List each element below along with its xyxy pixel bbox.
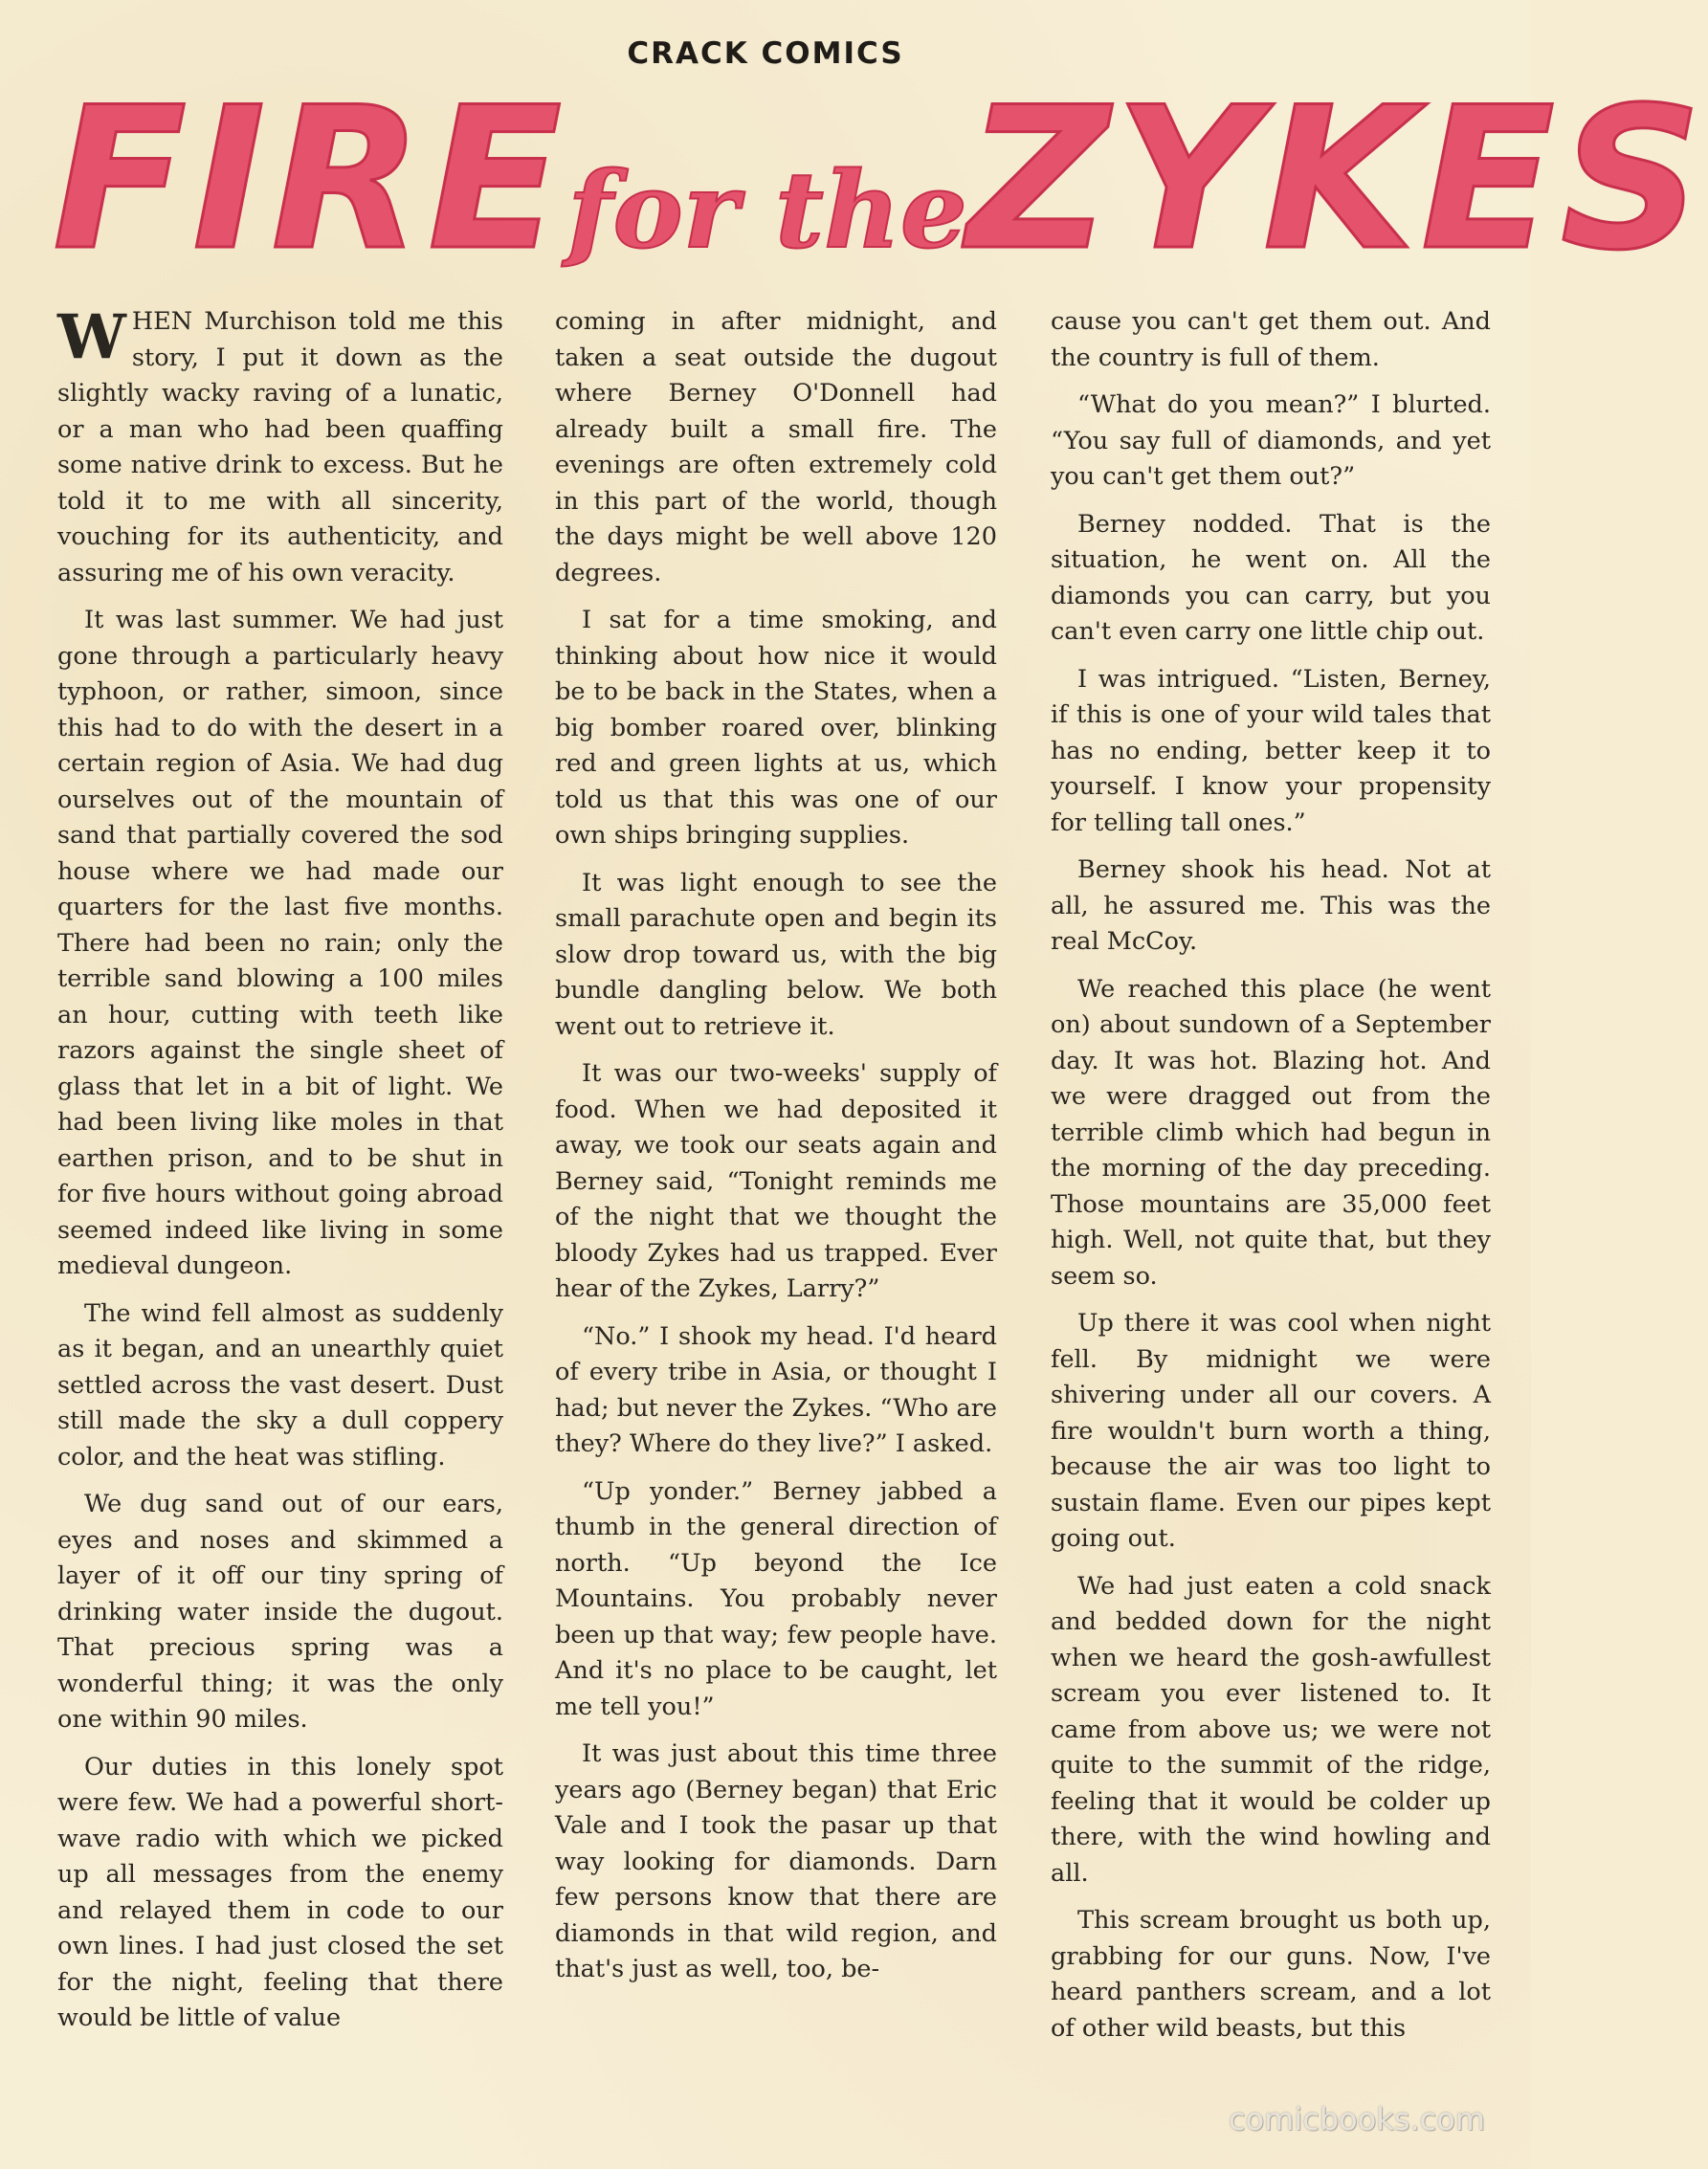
drop-cap: W (57, 301, 126, 373)
paragraph: It was just about this time three years ago (Berney began) that Eric Vale and I took the pasar up that way looking for diamonds. Darn few persons know that there are diamonds in that wild region, and that's just as well, too, be- (555, 1739, 997, 1983)
paragraph: cause you can't get them out. And the country is full of them. (1051, 307, 1491, 372)
text-column-2 (555, 304, 997, 2132)
text-column-3 (1051, 304, 1491, 2132)
paragraph: The wind fell almost as suddenly as it began, and an unearthly quiet settled across the vast desert. Dust still made the sky a dull coppery color, and the heat was stifling. (57, 1298, 503, 1472)
paragraph: It was last summer. We had just gone through a particularly heavy typhoon, or rather, simoon, since this had to do with the desert in a certain region of Asia. We had dug ourselves out of the mountain of sand that partially covered the sod house where we had made our quarters for the last five months. There had been no rain; only the terrible sand blowing a 100 miles an hour, cutting with teeth like razors against the single sheet of glass that let in a bit of light. We had been living like moles in that earthen prison, and to be shut in for five hours without going abroad seemed indeed like living in some medieval dungeon. (57, 606, 503, 1280)
running-head: CRACK COMICS (627, 36, 904, 71)
paragraph: We dug sand out of our ears, eyes and noses and skimmed a layer of it off our tiny spring of drinking water inside the dugout. That precious spring was a wonderful thing; it was the only one within 90 miles. (57, 1490, 503, 1734)
paragraph: We reached this place (he went on) about sundown of a September day. It was hot. Blazing hot. And we were dragged out from the terrible climb which had begun in the morning of the day preceding. Those mountains are 35,000 feet high. Well, not quite that, but they seem so. (1051, 974, 1491, 1291)
title-zykes: ZYKES (966, 66, 1708, 294)
paragraph: “Up yonder.” Berney jabbed a thumb in the general direction of north. “Up beyond the Ice Mountains. You probably never been up that way; few people have. And it's no place to be caught, let me tell you!” (555, 1476, 997, 1721)
paragraph: Berney shook his head. Not at all, he assured me. This was the real McCoy. (1051, 855, 1491, 956)
story-title (53, 66, 1708, 294)
paragraph: It was light enough to see the small parachute open and begin its slow drop toward us, with the big bundle dangling below. We both went out to retrieve it. (555, 868, 997, 1041)
paragraph: I was intrigued. “Listen, Berney, if this is one of your wild tales that has no ending, better keep it to yourself. I know your propensity for telling tall ones.” (1051, 664, 1491, 837)
title-fire: FIRE (53, 66, 568, 294)
paragraph: We had just eaten a cold snack and bedded down for the night when we heard the gosh-awfullest scream you ever listened to. It came from above us; we were not quite to the summit of the ridge, feeling that it would be colder up there, with the wind howling and all. (1051, 1571, 1491, 1888)
paragraph: “No.” I shook my head. I'd heard of every tribe in Asia, or thought I had; but never the Zykes. “Who are they? Where do they live?” I asked. (555, 1321, 997, 1458)
paragraph: Our duties in this lonely spot were few. We had a powerful short-wave radio with which we picked up all messages from the enemy and relayed them in code to our own lines. I had just closed the set for the night, feeling that there would be little of value (57, 1752, 503, 2032)
paragraph: “What do you mean?” I blurted. “You say full of diamonds, and yet you can't get them out?” (1051, 390, 1491, 491)
paragraph: I sat for a time smoking, and thinking about how nice it would be to be back in the States, when a big bomber roared over, blinking red and green lights at us, which told us that this was one of our own ships bringing supplies. (555, 606, 997, 850)
paragraph: It was our two-weeks' supply of food. When we had deposited it away, we took our seats again and Berney said, “Tonight reminds me of the night that we thought the bloody Zykes had us trapped. Ever hear of the Zykes, Larry?” (555, 1059, 997, 1303)
title-for-the: for the (567, 148, 967, 272)
paragraph: coming in after midnight, and taken a seat outside the dugout where Berney O'Donnell had already built a small fire. The evenings are often extremely cold in this part of the world, though the days might be well above 120 degrees. (555, 307, 997, 587)
paragraph: This scream brought us both up, grabbing for our guns. Now, I've heard panthers scream, and a lot of other wild beasts, but this (1051, 1906, 1491, 2043)
paragraph: Berney nodded. That is the situation, he went on. All the diamonds you can carry, but you can't even carry one little chip out. (1051, 509, 1491, 646)
paragraph: WHEN Murchison told me this story, I put it down as the slightly wacky raving of a lunatic, or a man who had been quaffing some native drink to excess. But he told it to me with all sincerity, vouching for its authenticity, and assuring me of his own veracity. (57, 301, 503, 587)
text-column-1 (57, 301, 503, 2132)
watermark: comicbooks.com (1228, 2101, 1485, 2137)
paragraph: Up there it was cool when night fell. By midnight we were shivering under all our covers. A fire wouldn't burn worth a thing, because the air was too light to sustain flame. Even our pipes kept going out. (1051, 1309, 1491, 1553)
